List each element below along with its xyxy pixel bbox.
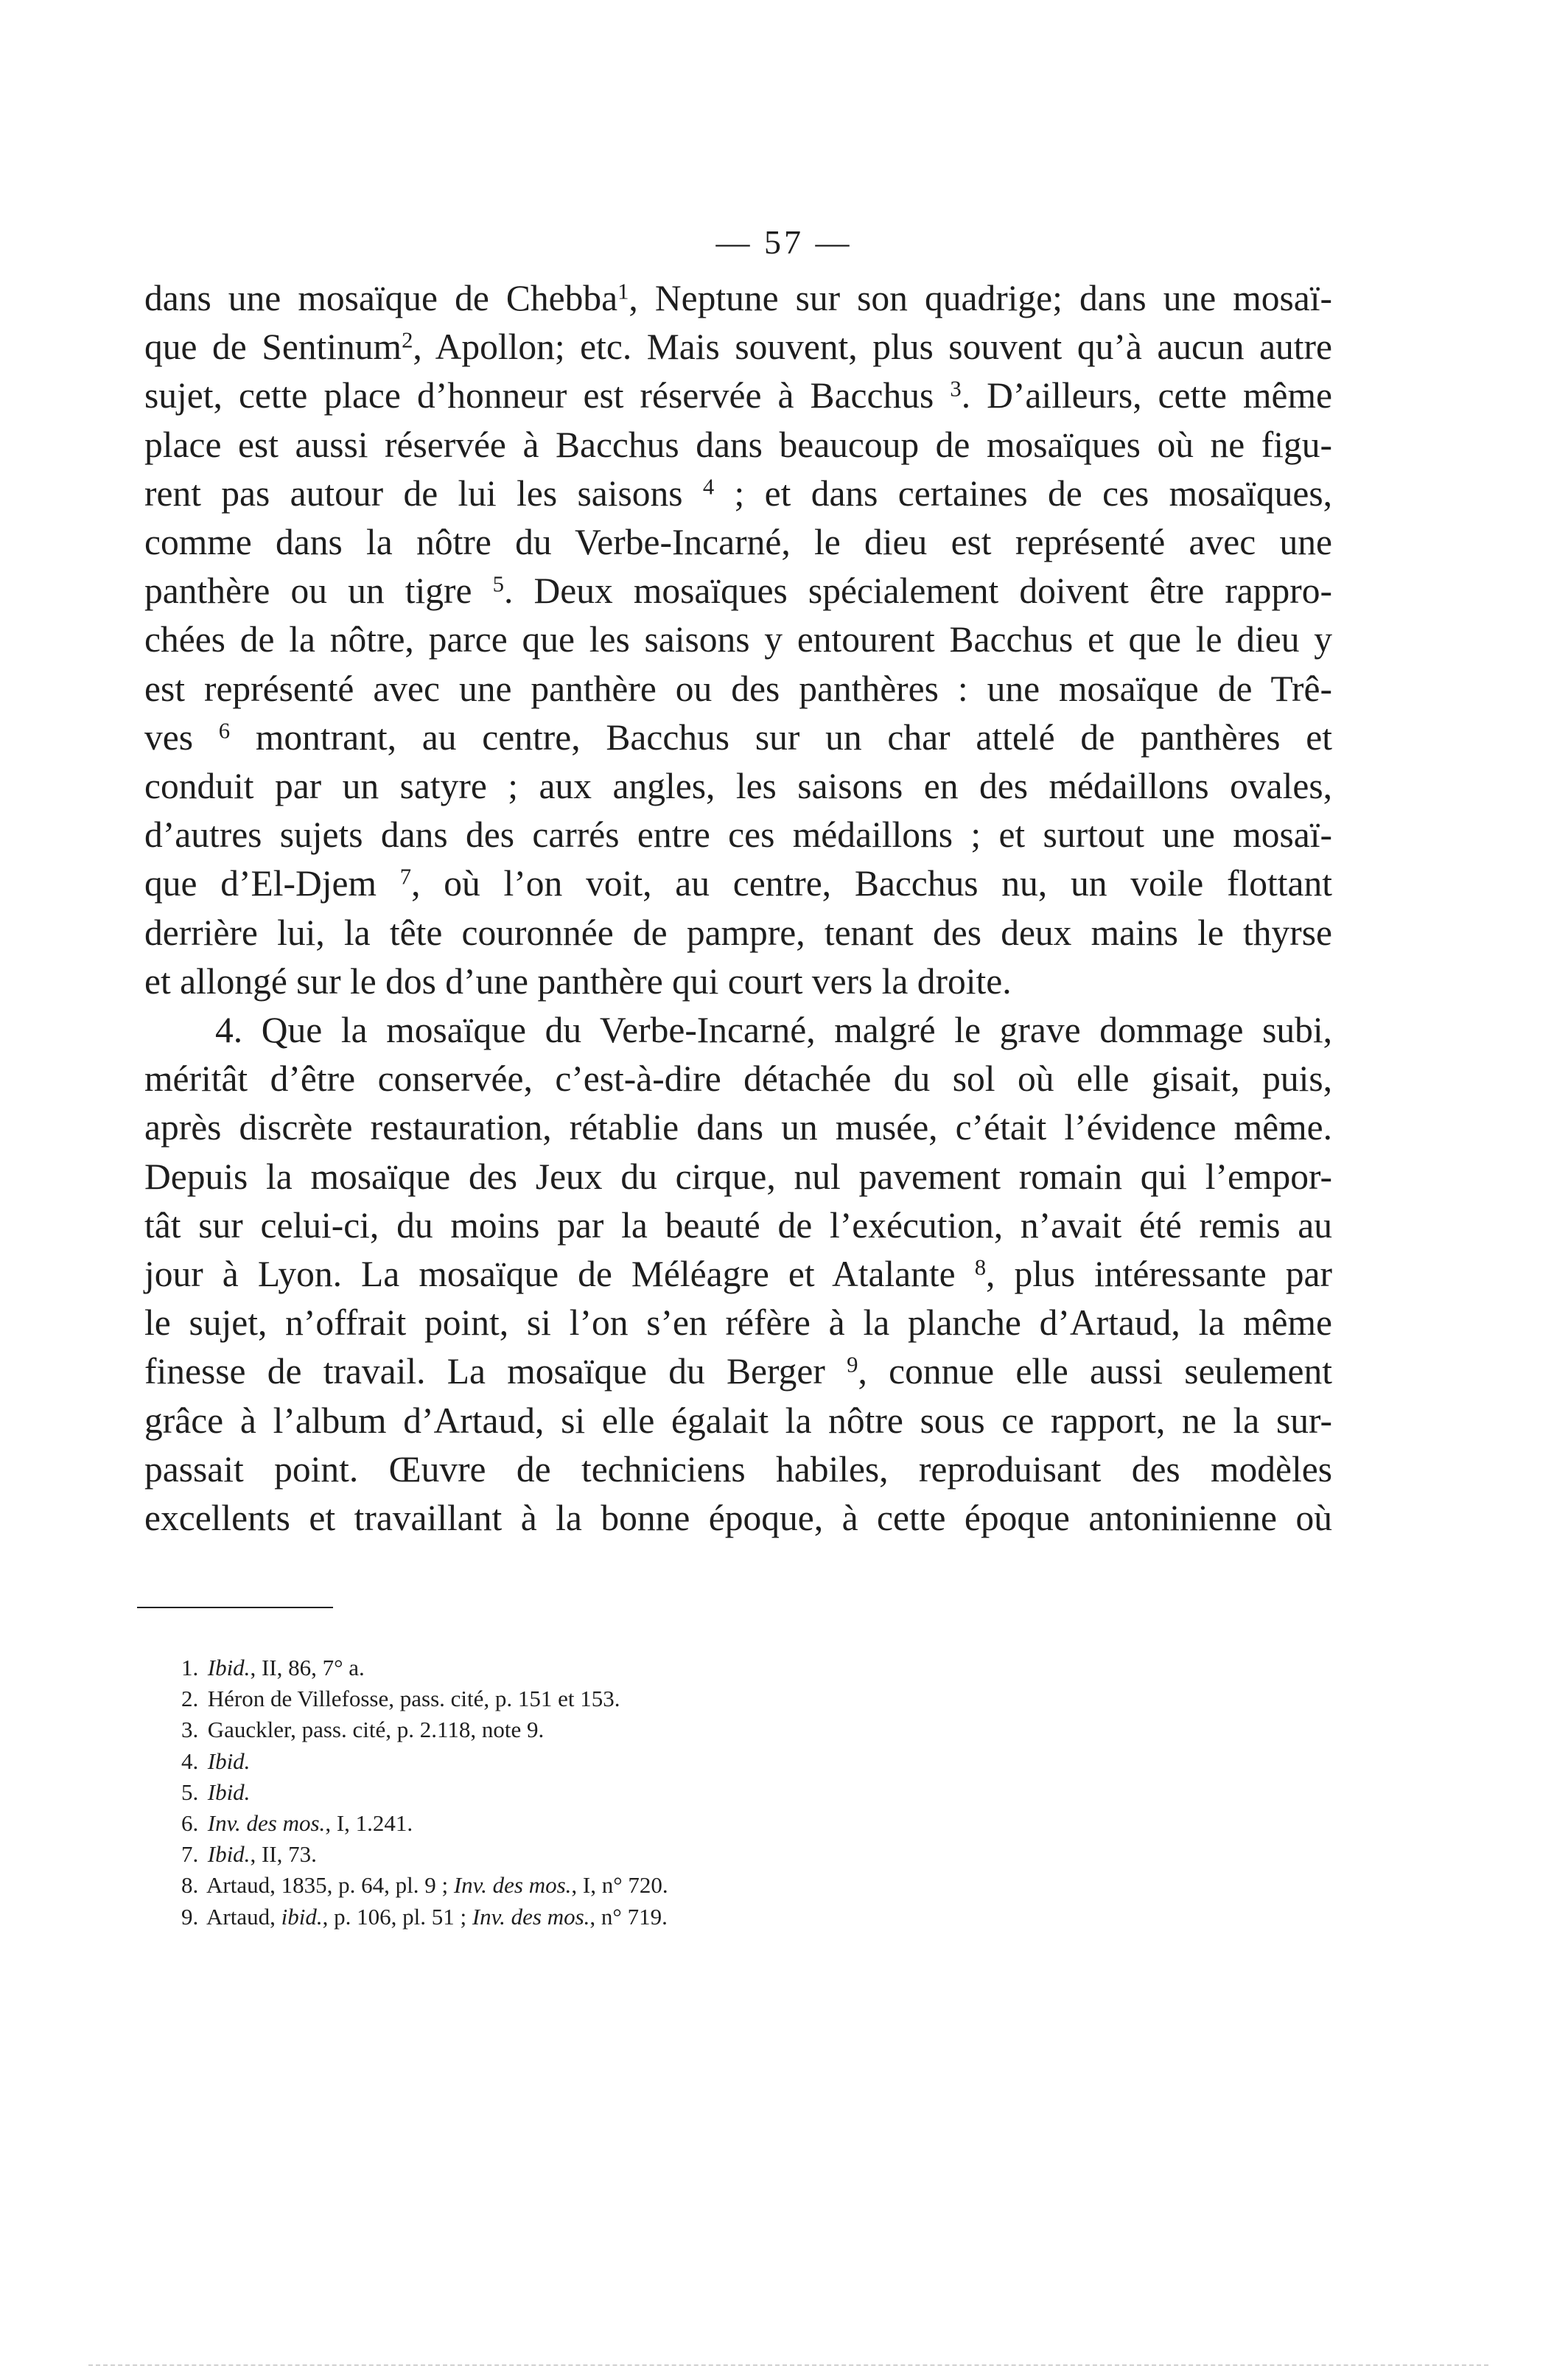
- text-line: conduit par un satyre ; aux angles, les saisons en des médaillons ovales,: [144, 766, 1332, 807]
- body-text: [144, 274, 1332, 1543]
- text-line: comme dans la nôtre du Verbe-Incarné, le dieu est représenté avec une: [144, 522, 1332, 563]
- text-line: et allongé sur le dos d’une panthère qui court vers la droite.: [144, 960, 1012, 1002]
- text-line: ves $^6$ montrant, au centre, Bacchus sur un char attelé de panthères et: [144, 716, 1333, 758]
- footnote: 7. Ibid., II, 73.: [181, 1841, 317, 1868]
- footnote: 4. Ibid.: [181, 1748, 251, 1774]
- text-line: que de Sentinum$^2$, Apollon; etc. Mais souvent, plus souvent qu’à aucun autre: [144, 327, 1333, 368]
- footnote: 2. Héron de Villefosse, pass. cité, p. 151 et 153.: [181, 1686, 620, 1712]
- text-line: chées de la nôtre, parce que les saisons y entourent Bacchus et que le dieu y: [144, 619, 1332, 660]
- footnote: 1. Ibid., II, 86, 7° a.: [181, 1655, 365, 1680]
- text-line: tât sur celui-ci, du moins par la beauté de l’exécution, n’avait été remis au: [144, 1204, 1332, 1246]
- page-number: — 57 —: [715, 223, 853, 261]
- text-line: jour à Lyon. La mosaïque de Méléagre et Atalante $^8$, plus intéressante par: [144, 1254, 1332, 1295]
- text-line: panthère ou un tigre $^5$. Deux mosaïques spécialement doivent être rappro-: [144, 570, 1333, 612]
- scan-edge-mark: [88, 2364, 1488, 2366]
- text-line: le sujet, n’offrait point, si l’on s’en réfère à la planche d’Artaud, la même: [144, 1302, 1332, 1344]
- text-line: rent pas autour de lui les saisons $^4$ ; et dans certaines de ces mosaïques,: [144, 472, 1333, 514]
- text-line: sujet, cette place d’honneur est réservée à Bacchus $^3$. D’ailleurs, cette même: [144, 375, 1333, 416]
- note-ref: 6: [218, 718, 231, 744]
- note-ref: 2: [402, 327, 413, 353]
- text-line: derrière lui, la tête couronnée de pampre, tenant des deux mains le thyrse: [144, 912, 1332, 953]
- note-ref: 9: [847, 1352, 858, 1378]
- text-line: grâce à l’album d’Artaud, si elle égalait la nôtre sous ce rapport, ne la sur-: [144, 1400, 1332, 1441]
- note-ref: 7: [399, 865, 412, 890]
- text-line: passait point. Œuvre de techniciens habiles, reproduisant des modèles: [144, 1448, 1332, 1490]
- note-ref: 8: [974, 1254, 987, 1280]
- footnotes: [181, 1652, 1065, 1933]
- note-ref: 3: [950, 377, 962, 402]
- text-line: que d’El-Djem $^7$, où l’on voit, au centre, Bacchus nu, un voile flottant: [144, 863, 1333, 904]
- text-line: Depuis la mosaïque des Jeux du cirque, nul pavement romain qui l’empor-: [144, 1156, 1332, 1197]
- text-line: dans une mosaïque de Chebba$^1$, Neptune sur son quadrige; dans une mosaï-: [144, 278, 1333, 318]
- text-line: excellents et travaillant à la bonne époque, à cette époque antoninienne où: [144, 1498, 1332, 1539]
- text-line: place est aussi réservée à Bacchus dans beaucoup de mosaïques où ne figu-: [144, 424, 1332, 465]
- footnote: 8. Artaud, 1835, p. 64, pl. 9 ; Inv. des mos., I, n° 720.: [181, 1872, 668, 1899]
- footnote: 3. Gauckler, pass. cité, p. 2.118, note 9.: [181, 1717, 545, 1743]
- text-line: méritât d’être conservée, c’est-à-dire détachée du sol où elle gisait, puis,: [144, 1058, 1332, 1100]
- footnote: 9. Artaud, ibid., p. 106, pl. 51 ; Inv. des mos., n° 719.: [181, 1903, 668, 1930]
- footnote-divider: [137, 1607, 333, 1608]
- text-line: 4. Que la mosaïque du Verbe-Incarné, malgré le grave dommage subi,: [215, 1010, 1332, 1051]
- footnote: 5. Ibid.: [181, 1778, 251, 1805]
- footnote: 6. Inv. des mos., I, 1.241.: [181, 1810, 413, 1837]
- note-ref: 5: [492, 571, 504, 597]
- note-ref: 4: [702, 474, 715, 500]
- text-line: après discrète restauration, rétablie dans un musée, c’était l’évidence même.: [144, 1107, 1332, 1148]
- text-line: est représenté avec une panthère ou des panthères : une mosaïque de Trê-: [144, 668, 1332, 709]
- text-line: finesse de travail. La mosaïque du Berger $^9$, connue elle aussi seulement: [144, 1351, 1332, 1392]
- note-ref: 1: [617, 279, 629, 304]
- text-line: d’autres sujets dans des carrés entre ces médaillons ; et surtout une mosaï-: [144, 814, 1332, 856]
